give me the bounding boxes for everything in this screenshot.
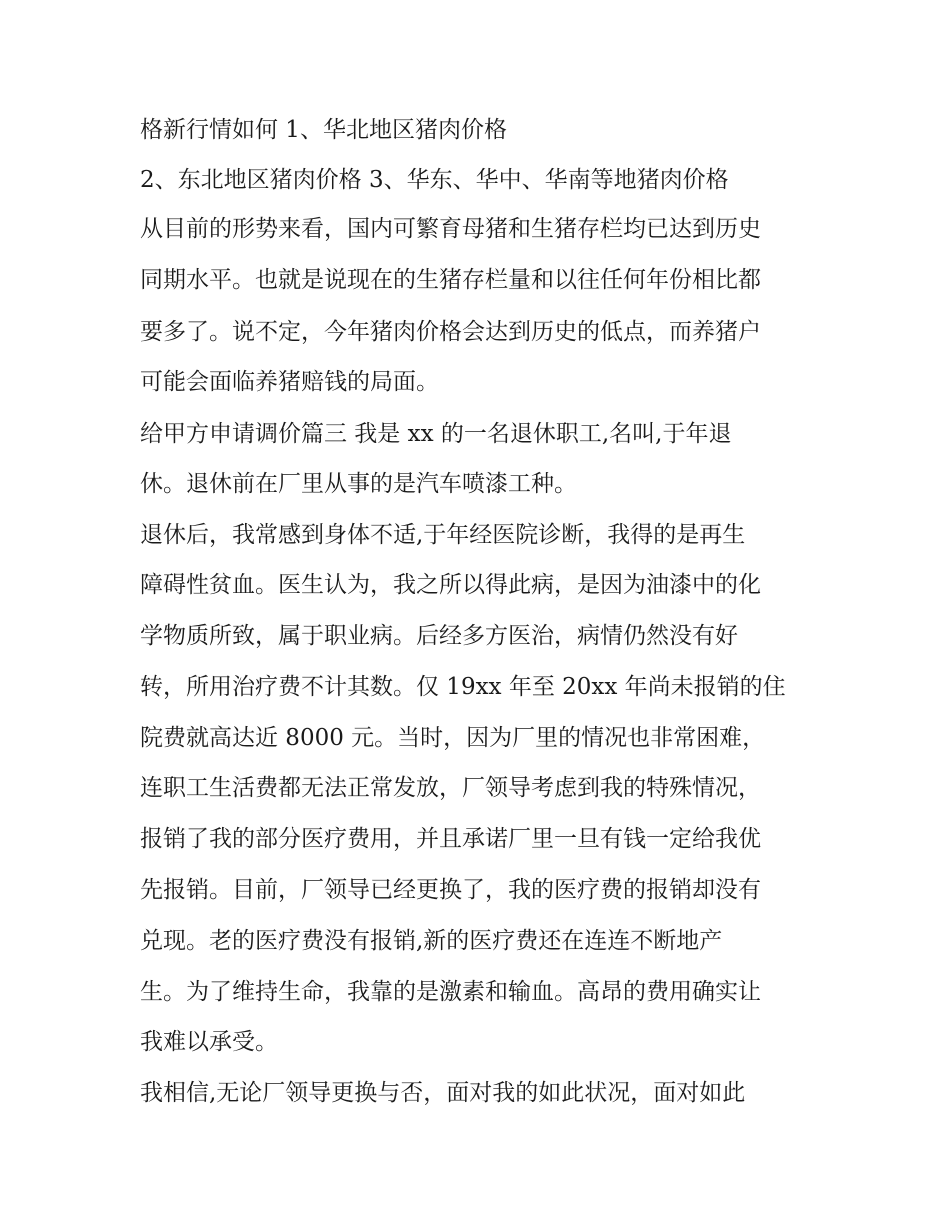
text-line: 报销了我的部分医疗费用，并且承诺厂里一旦有钱一定给我优: [140, 826, 761, 852]
text-line: 连职工生活费都无法正常发放，厂领导考虑到我的特殊情况，: [140, 775, 761, 801]
text-line: 学物质所致，属于职业病。后经多方医治，病情仍然没有好: [140, 623, 738, 649]
text-line: 兑现。老的医疗费没有报销,新的医疗费还在连连不断地产: [140, 928, 723, 954]
text-line: 2、东北地区猪肉价格 3、华东、华中、华南等地猪肉价格: [140, 167, 729, 193]
text-line: 转，所用治疗费不计其数。仅 19xx 年至 20xx 年尚未报销的住: [140, 674, 786, 700]
text-line: 同期水平。也就是说现在的生猪存栏量和以往任何年份相比都: [140, 267, 761, 293]
text-line: 我难以承受。: [140, 1029, 278, 1055]
text-line: 障碍性贫血。医生认为，我之所以得此病，是因为油漆中的化: [140, 572, 761, 598]
text-line: 从目前的形势来看，国内可繁育母猪和生猪存栏均已达到历史: [140, 216, 761, 242]
text-line: 我相信,无论厂领导更换与否，面对我的如此状况，面对如此: [140, 1080, 746, 1106]
text-line: 可能会面临养猪赔钱的局面。: [140, 369, 439, 395]
text-line: 退休后，我常感到身体不适,于年经医院诊断，我得的是再生: [140, 522, 746, 548]
text-line: 要多了。说不定，今年猪肉价格会达到历史的低点，而养猪户: [140, 319, 761, 345]
text-line: 给甲方申请调价篇三 我是 xx 的一名退休职工,名叫,于年退: [140, 421, 732, 447]
text-line: 格新行情如何 1、华北地区猪肉价格: [140, 117, 507, 143]
text-line: 先报销。目前，厂领导已经更换了，我的医疗费的报销却没有: [140, 877, 761, 903]
text-line: 休。退休前在厂里从事的是汽车喷漆工种。: [140, 471, 577, 497]
text-line: 生。为了维持生命，我靠的是激素和输血。高昂的费用确实让: [140, 979, 761, 1005]
text-line: 院费就高达近 8000 元。当时，因为厂里的情况也非常困难，: [140, 725, 766, 751]
